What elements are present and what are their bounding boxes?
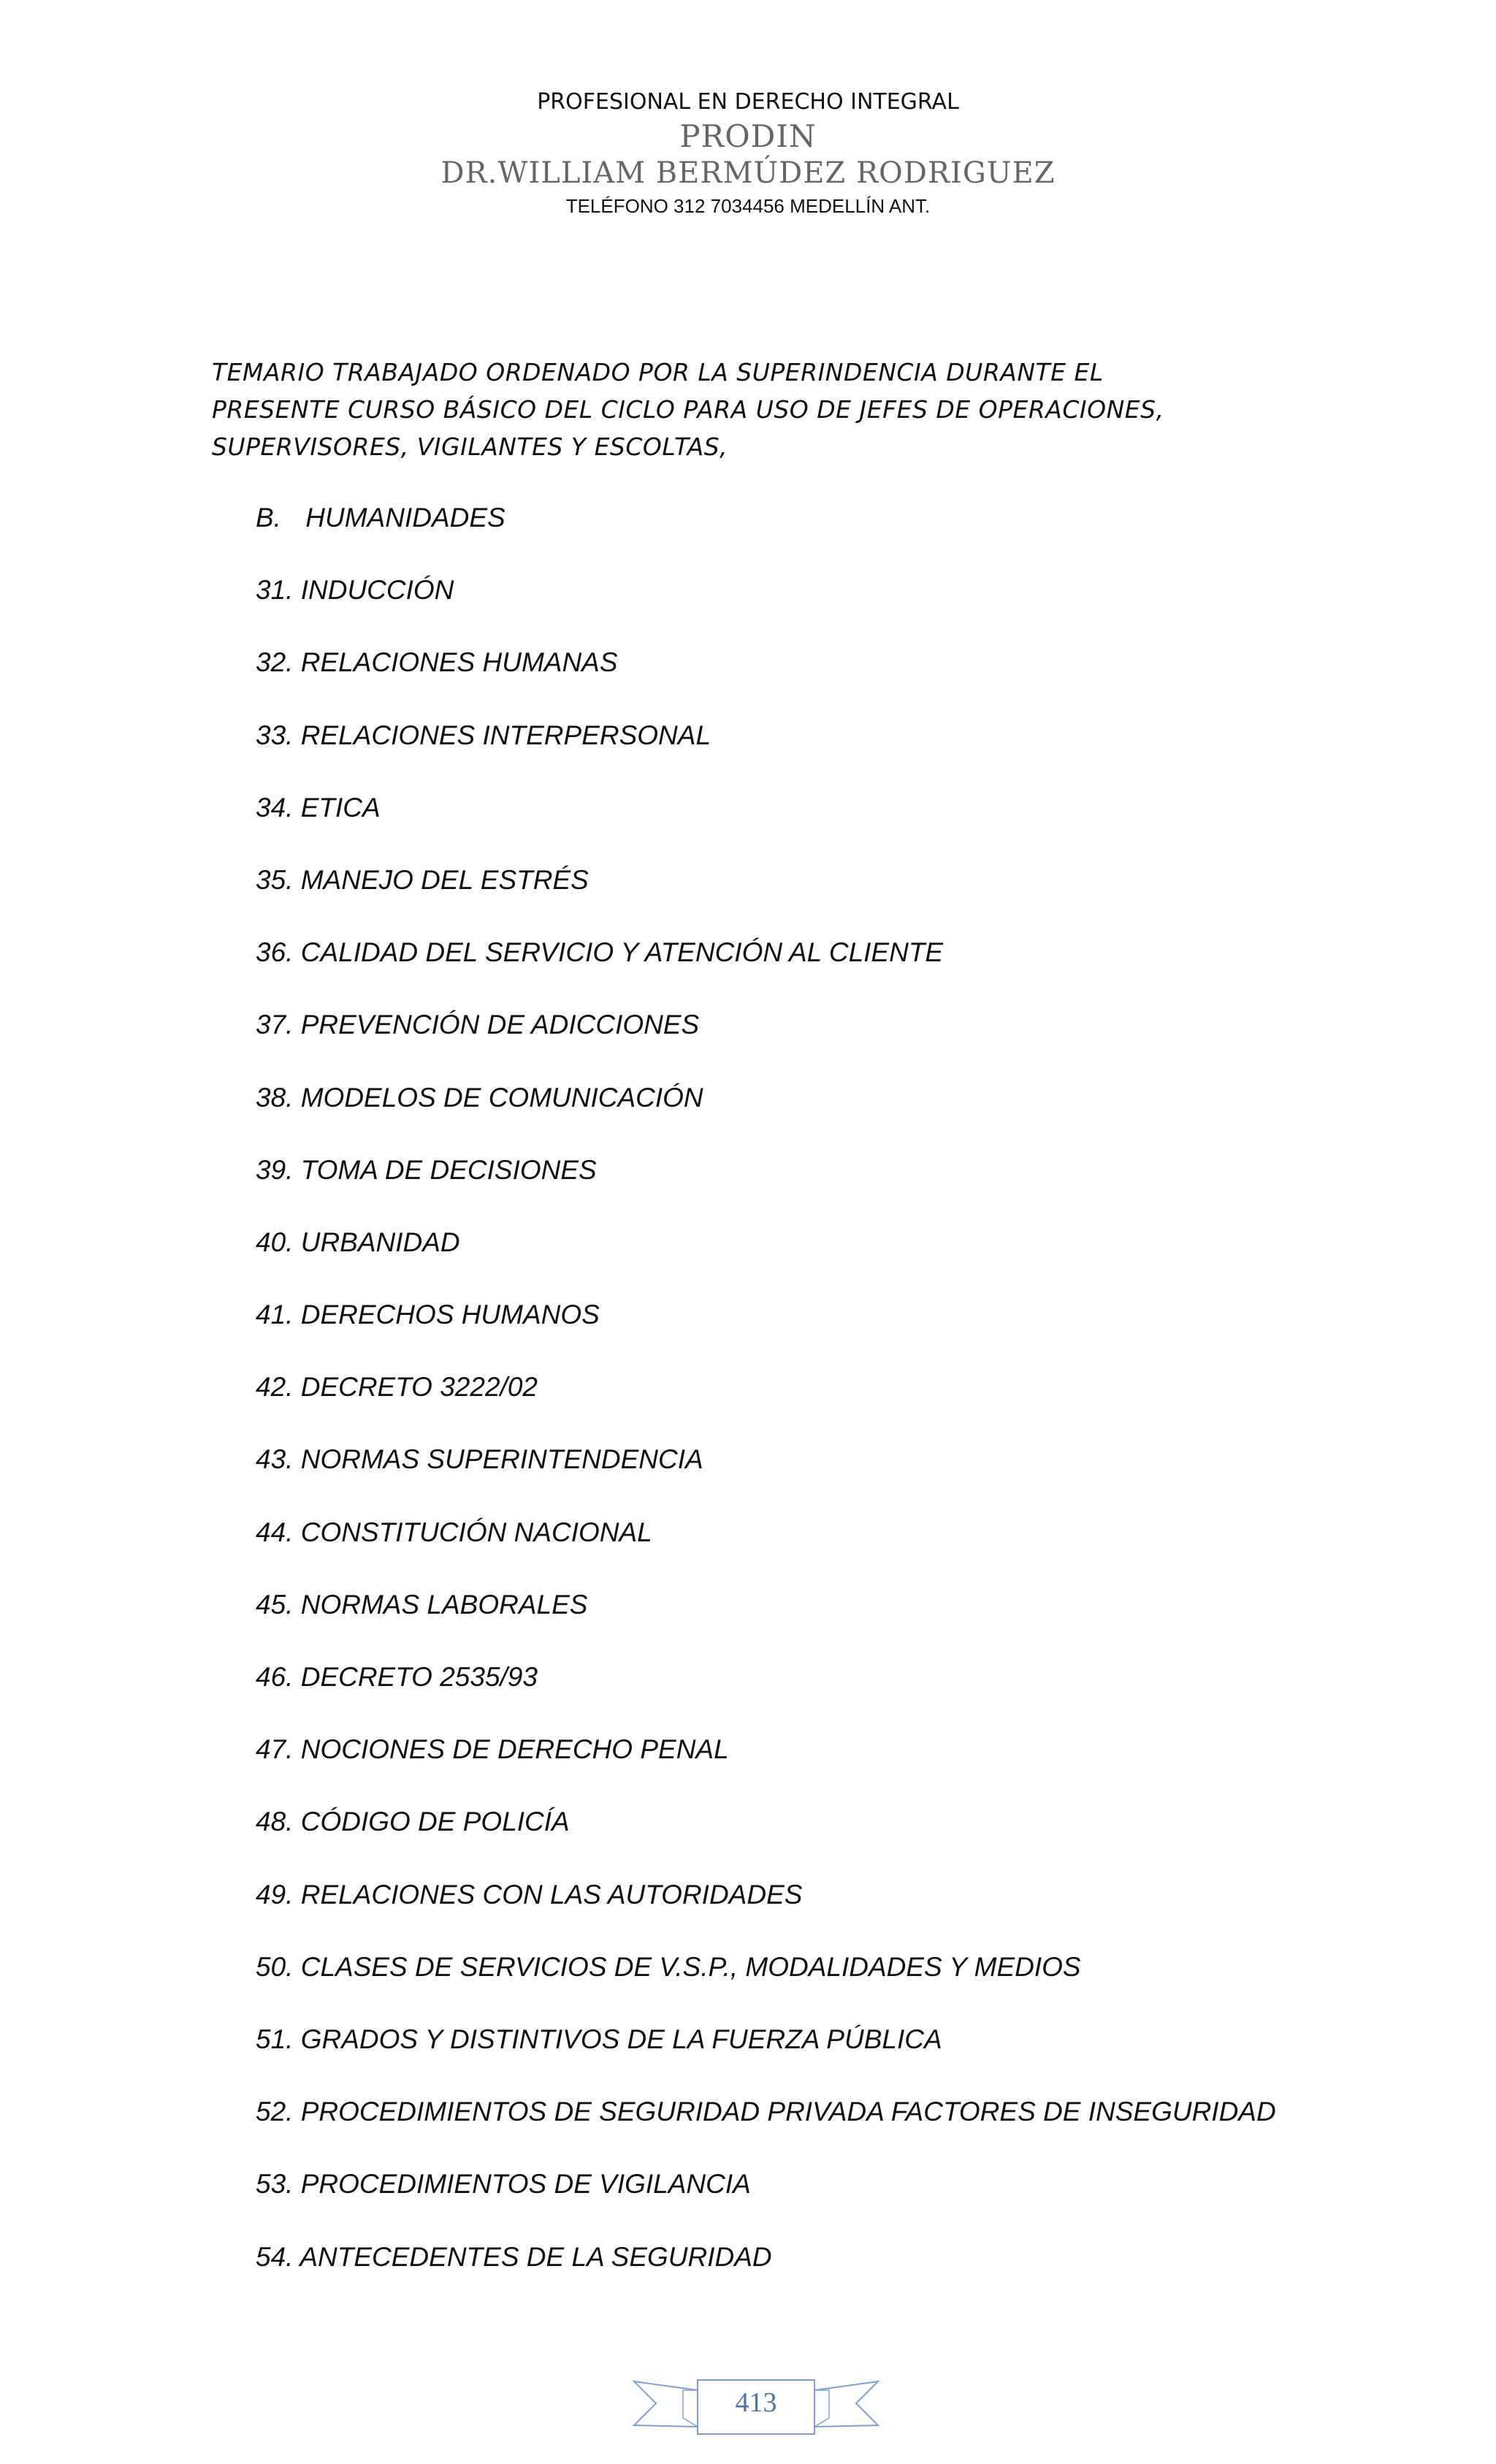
topic-item <box>256 2020 1424 2092</box>
topic-number: 49. <box>256 1879 294 1910</box>
topic-item <box>256 2238 1424 2310</box>
topic-number: 47. <box>256 1734 294 1765</box>
topic-item <box>256 861 1424 933</box>
topic-number: 38. <box>256 1082 294 1113</box>
topic-list <box>256 498 1424 2310</box>
topic-text: MODELOS DE COMUNICACIÓN <box>300 1082 703 1113</box>
intro-paragraph <box>212 354 1322 465</box>
topic-text: TOMA DE DECISIONES <box>300 1154 597 1185</box>
topic-number: 52. <box>256 2097 294 2127</box>
topic-item <box>256 1802 1424 1874</box>
topic-number: 39. <box>256 1154 294 1185</box>
topic-text: RELACIONES CON LAS AUTORIDADES <box>300 1879 803 1910</box>
topic-item <box>256 1730 1424 1802</box>
topic-number: 50. <box>256 1951 294 1982</box>
topic-item <box>256 1223 1424 1295</box>
header-line-author: DR.WILLIAM BERMÚDEZ RODRIGUEZ <box>440 156 1056 190</box>
topic-text: CÓDIGO DE POLICÍA <box>300 1807 570 1837</box>
topic-item <box>256 1658 1424 1730</box>
topic-number: 44. <box>256 1517 294 1547</box>
topic-item <box>256 1295 1424 1368</box>
topic-item <box>256 2092 1424 2164</box>
topic-text: CLASES DE SERVICIOS DE V.S.P., MODALIDADES Y MEDIOS <box>300 1951 1081 1982</box>
topic-item <box>256 1585 1424 1658</box>
topic-item <box>256 2164 1424 2237</box>
topic-text: HUMANIDADES <box>305 503 505 533</box>
header-line-phone: TELÉFONO 312 7034456 MEDELLÍN ANT. <box>565 195 931 217</box>
header-line-profession: PROFESIONAL EN DERECHO INTEGRAL <box>537 89 959 115</box>
topic-number: 53. <box>256 2169 294 2200</box>
topic-text: CONSTITUCIÓN NACIONAL <box>300 1517 652 1547</box>
page-header <box>0 86 1496 221</box>
topic-text: CALIDAD DEL SERVICIO Y ATENCIÓN AL CLIENTE <box>300 937 944 968</box>
topic-number: 46. <box>256 1662 294 1692</box>
topic-text: DERECHOS HUMANOS <box>300 1300 600 1330</box>
topic-number: 40. <box>256 1227 294 1257</box>
topic-number: 35. <box>256 864 294 895</box>
topic-item <box>256 643 1424 715</box>
header-line-brand: PRODIN <box>679 118 817 154</box>
topic-text: PROCEDIMIENTOS DE SEGURIDAD PRIVADA FACTORES DE INSEGURIDAD <box>300 2097 1276 2127</box>
topic-text: URBANIDAD <box>300 1227 460 1257</box>
topic-item <box>256 1005 1424 1077</box>
topic-text: RELACIONES INTERPERSONAL <box>300 720 711 750</box>
topic-number: 43. <box>256 1444 294 1475</box>
topic-text: ANTECEDENTES DE LA SEGURIDAD <box>299 2241 772 2272</box>
topic-text: DECRETO 3222/02 <box>300 1372 538 1403</box>
topic-text: INDUCCIÓN <box>300 575 454 606</box>
topic-number: 54. <box>256 2241 294 2272</box>
intro-line: PRESENTE CURSO BÁSICO DEL CICLO PARA USO DE JEFES DE OPERACIONES, <box>212 395 1164 424</box>
topic-text: RELACIONES HUMANAS <box>300 647 618 678</box>
topic-text: PREVENCIÓN DE ADICCIONES <box>300 1010 700 1040</box>
topic-number: 51. <box>256 2024 294 2054</box>
topic-text: ETICA <box>300 792 381 823</box>
topic-number: 36. <box>256 937 294 968</box>
topic-item <box>256 571 1424 643</box>
topic-number: 37. <box>256 1010 294 1040</box>
topic-text: GRADOS Y DISTINTIVOS DE LA FUERZA PÚBLICA <box>300 2024 942 2054</box>
topic-text: NORMAS SUPERINTENDENCIA <box>300 1444 703 1475</box>
topic-number: 33. <box>256 720 294 750</box>
topic-number: 34. <box>256 792 294 823</box>
topic-item <box>256 1513 1424 1585</box>
intro-line: SUPERVISORES, VIGILANTES Y ESCOLTAS, <box>212 432 728 461</box>
topic-number: 31. <box>256 575 294 606</box>
topic-number: 42. <box>256 1372 294 1403</box>
topic-text: NORMAS LABORALES <box>300 1589 588 1620</box>
topic-item <box>256 1151 1424 1223</box>
topic-item <box>256 1948 1424 2020</box>
topic-number: B. <box>256 503 281 533</box>
topic-item <box>256 788 1424 861</box>
intro-line: TEMARIO TRABAJADO ORDENADO POR LA SUPERINDENCIA DURANTE EL <box>212 358 1104 386</box>
topic-section-heading <box>256 498 1424 571</box>
topic-item <box>256 1875 1424 1948</box>
topic-number: 41. <box>256 1300 294 1330</box>
topic-text: MANEJO DEL ESTRÉS <box>300 864 589 895</box>
topic-item <box>256 1078 1424 1151</box>
topic-text: NOCIONES DE DERECHO PENAL <box>300 1734 729 1765</box>
topic-item <box>256 716 1424 788</box>
topic-number: 32. <box>256 647 294 678</box>
page-number-ribbon <box>628 2367 884 2440</box>
topic-number: 48. <box>256 1807 294 1837</box>
page-number: 413 <box>735 2387 777 2418</box>
topic-item <box>256 933 1424 1005</box>
topic-item <box>256 1440 1424 1512</box>
topic-number: 45. <box>256 1589 294 1620</box>
topic-text: PROCEDIMIENTOS DE VIGILANCIA <box>300 2169 751 2200</box>
topic-text: DECRETO 2535/93 <box>300 1662 538 1692</box>
topic-item <box>256 1368 1424 1440</box>
